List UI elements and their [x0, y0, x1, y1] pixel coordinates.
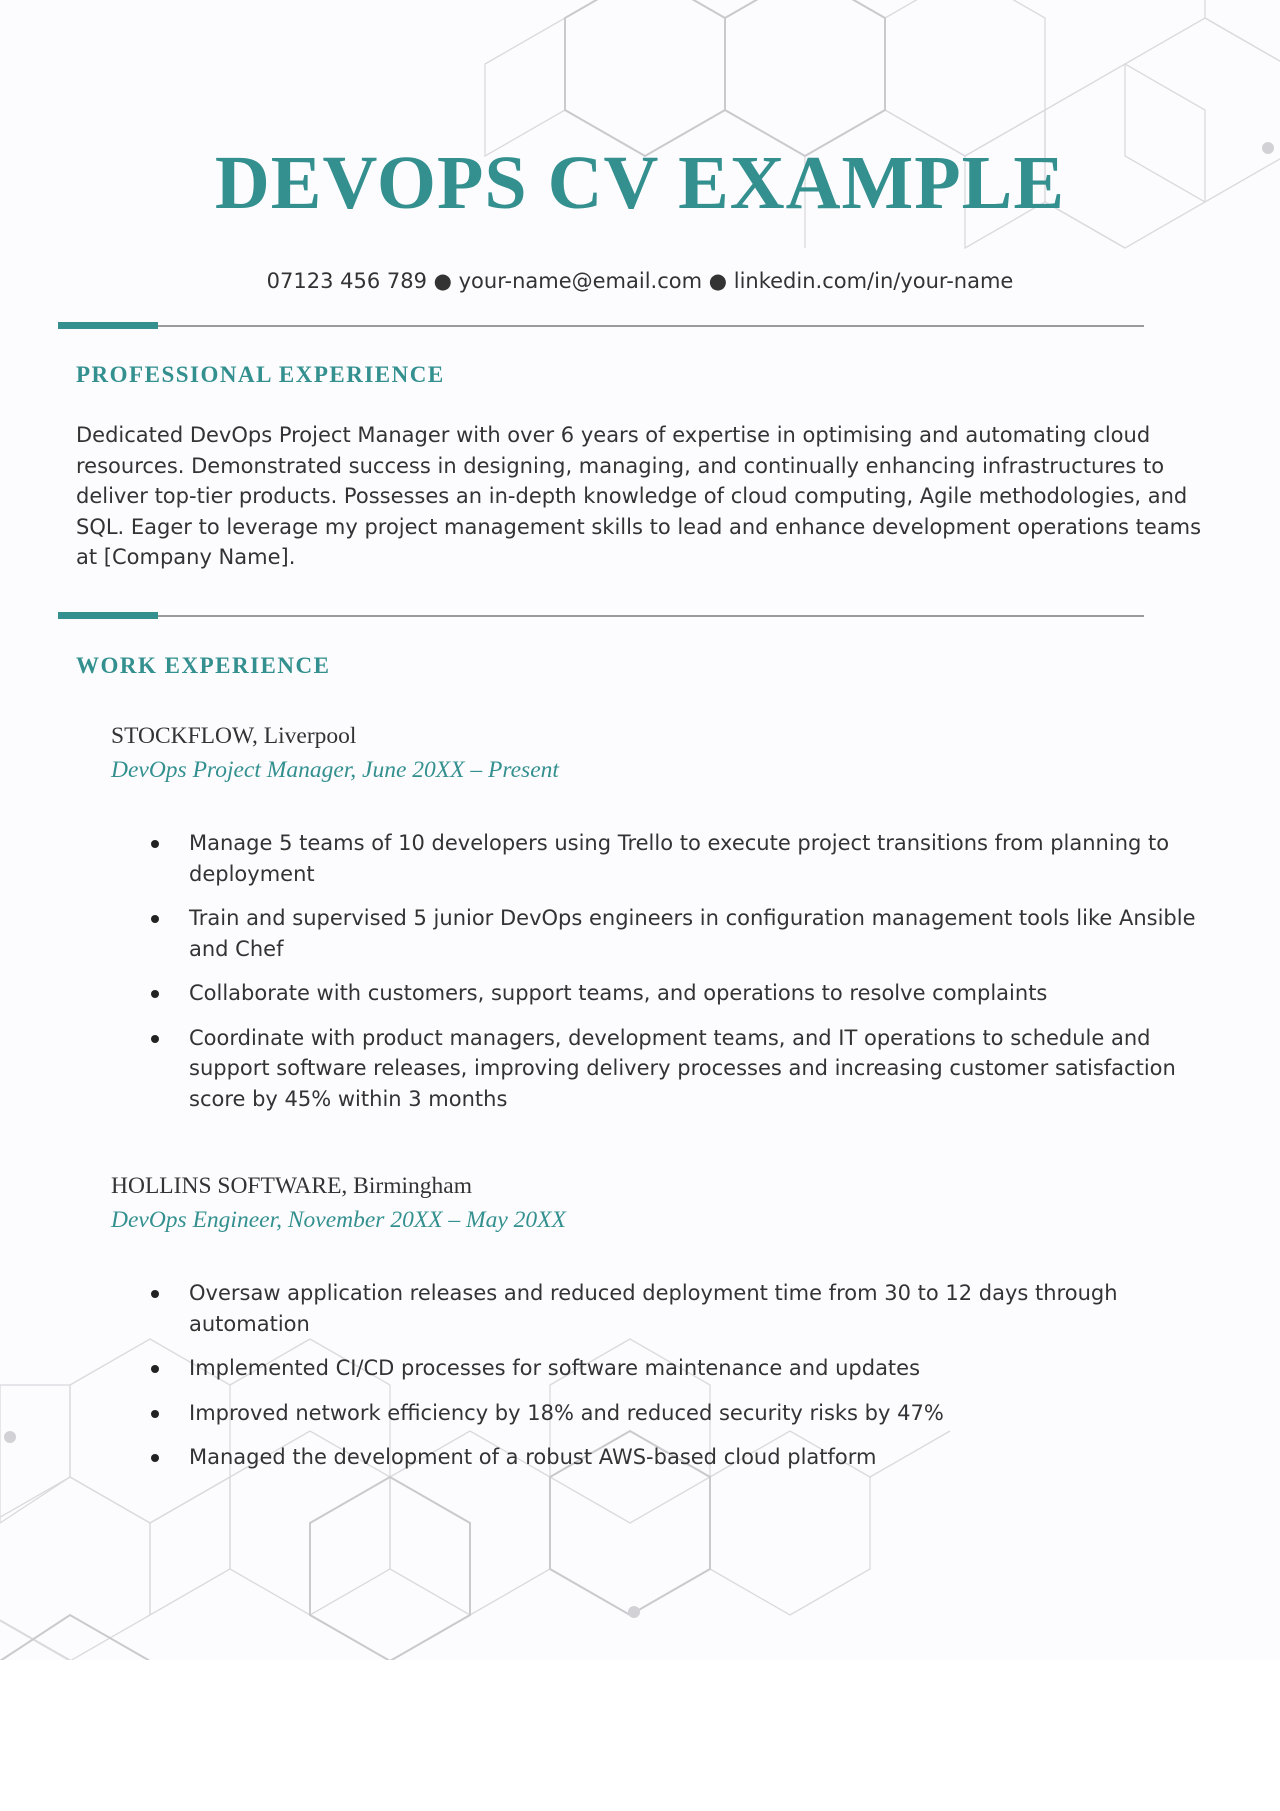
bullet-icon — [151, 990, 159, 998]
divider-accent — [58, 612, 158, 619]
professional-summary: Dedicated DevOps Project Manager with over 6 years of expertise in optimising and automating cloud resources. Demonstrated success in designing, managing, and continually enhancing infrastructures to deliver top-tier products. Possesses an in-depth knowledge of cloud computing, Agile methodologies, and SQL. Eager to leverage my project management skills to lead and enhance development operations teams at [Company Name]. — [76, 423, 1202, 569]
bullet-icon — [151, 1454, 159, 1462]
list-item — [111, 828, 1211, 889]
section-divider — [58, 615, 1144, 617]
list-item-text: Managed the development of a robust AWS-based cloud platform — [189, 1445, 877, 1469]
job-entry — [111, 719, 1211, 1111]
job-bullet-list — [111, 1278, 1211, 1487]
list-item-text: Implemented CI/CD processes for software maintenance and updates — [189, 1356, 921, 1380]
job-employer: HOLLINS SOFTWARE, Birmingham — [111, 1173, 472, 1199]
job-role: DevOps Engineer, November 20XX – May 20XX — [111, 1207, 566, 1233]
job-bullet-list — [111, 828, 1211, 1128]
list-item — [111, 903, 1211, 964]
list-item — [111, 978, 1211, 1009]
bullet-icon — [151, 1290, 159, 1298]
job-role: DevOps Project Manager, June 20XX – Present — [111, 757, 559, 783]
list-item — [111, 1353, 1211, 1384]
list-item — [111, 1278, 1211, 1339]
job-entry — [111, 1169, 1211, 1469]
list-item-text: Train and supervised 5 junior DevOps engineers in configuration management tools like Ansible and Chef — [189, 906, 1196, 961]
divider-accent — [58, 322, 158, 329]
professional-experience-heading: PROFESSIONAL EXPERIENCE — [76, 362, 445, 387]
list-item-text: Improved network efficiency by 18% and reduced security risks by 47% — [189, 1400, 944, 1425]
bullet-icon — [151, 1035, 159, 1043]
bullet-icon — [151, 915, 159, 923]
bullet-icon — [151, 1410, 159, 1418]
work-experience-heading: WORK EXPERIENCE — [76, 653, 331, 678]
bullet-icon — [151, 1365, 159, 1373]
list-item-text: Oversaw application releases and reduced deployment time from 30 to 12 days through automation — [189, 1281, 1118, 1336]
list-item — [111, 1442, 1211, 1473]
bullet-icon — [151, 840, 159, 848]
list-item-text: Manage 5 teams of 10 developers using Trello to execute project transitions from planning to deployment — [189, 831, 1170, 886]
job-employer: STOCKFLOW, Liverpool — [111, 723, 357, 749]
section-divider — [58, 325, 1144, 327]
list-item — [111, 1023, 1211, 1115]
contact-line: 07123 456 789 ● your-name@email.com ● linkedin.com/in/your-name — [266, 269, 1014, 293]
document-title: DEVOPS CV EXAMPLE — [214, 141, 1066, 225]
list-item-text: Coordinate with product managers, development teams, and IT operations to schedule and support software releases, improving delivery processes and increasing customer satisfaction score by 45% within 3 months — [189, 1025, 1176, 1111]
list-item-text: Collaborate with customers, support teams, and operations to resolve complaints — [189, 981, 1048, 1005]
list-item — [111, 1398, 1211, 1429]
